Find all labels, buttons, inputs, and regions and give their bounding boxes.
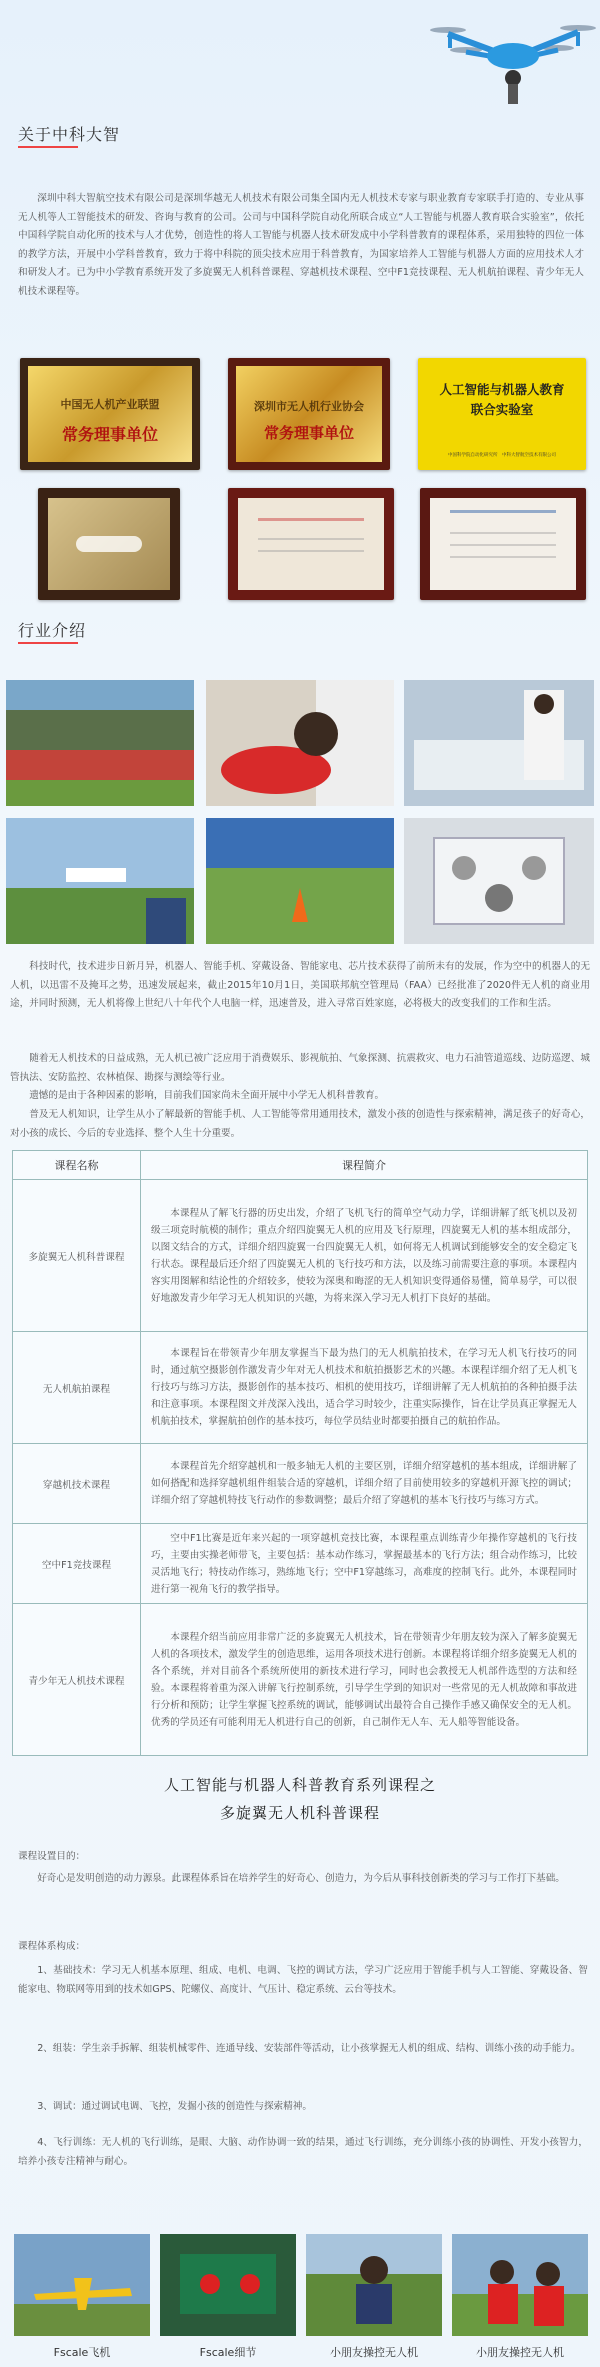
table-header-row [13, 1151, 588, 1180]
plaque-line3: 中国科学院自动化研究所 中科大智航空技术有限公司 [448, 453, 556, 458]
course-desc: 本课程首先介绍穿越机和一般多轴无人机的主要区别，详细介绍穿越机的基本组成，详细讲解了如何搭配和选择穿越机组件组装合适的穿越机，详细介绍了目前使用较多的穿越机开源飞控的调试；详细介绍了穿越机特技飞行动作的参数调整；最后介绍了穿越机的基本飞行技巧与练习方式。 [141, 1444, 588, 1524]
course-desc: 本课程旨在带领青少年朋友掌握当下最为热门的无人机航拍技术，在学习无人机飞行技巧的同时，通过航空摄影创作激发青少年对无人机技术和航拍摄影艺术的兴趣。本课程详细介绍了无人机飞行技巧与练习方法，摄影创作的基本技巧、相机的使用技巧，详细讲解了无人机航拍的各种拍摄手法和注意事项。本课程图文并茂深入浅出，适合学习时较少，注重实际操作，旨在让学员真正掌握无人机航拍技术，掌握航拍创作的基本技巧，每位学员结业时都要拍摄自己的航拍作品。 [141, 1332, 588, 1444]
plaque-acpa [420, 488, 586, 600]
about-underline [18, 146, 78, 148]
plaque-uav-alliance [20, 358, 200, 470]
table-row [13, 1604, 588, 1756]
about-paragraph: 深圳中科大智航空技术有限公司是深圳华越无人机技术有限公司集全国内无人机技术专家与职业教育专家联手打造的、专业从事无人机等人工智能技术的研发、咨询与教育的公司。公司与中国科学院自动化所联合成立“人工智能与机器人教育联合实验室”，依托中国科学院自动化所的技术与人才优势，创造性的将人工智能与机器人技术研发成中小学科普教育的课程体系，采用独特的四位一体的教学方法，开展中小学科普教育，致力于将中科院的顶尖技术应用于科普教育，为国家培养人工智能与机器人方面的应用技术人才和研发人才。已为中小学教育系统开发了多旋翼无人机科普课程、穿越机技术课程、空中F1竞技课程、无人机航拍课程、青少年无人机技术课程等。 [18, 193, 584, 297]
system-item-4: 4、飞行训练：无人机的飞行训练，是眼、大脑、动作协调一致的结果，通过飞行训练，充分训练小孩的协调性、开发小孩智力，培养小孩专注精神与耐心。 [18, 2137, 588, 2167]
caption-child-controls-1: 小朋友操控无人机 [330, 2346, 418, 2359]
industry-underline [18, 642, 78, 644]
course-name: 多旋翼无人机科普课程 [13, 1180, 141, 1332]
photo-fscale-detail [160, 2234, 296, 2336]
plaque-ai-lab [418, 358, 586, 470]
table-row [13, 1444, 588, 1524]
table-row [13, 1180, 588, 1332]
photo-drone-sky [6, 818, 194, 944]
course-desc: 本课程介绍当前应用非常广泛的多旋翼无人机技术，旨在带领青少年朋友较为深入了解多旋翼无人机的各项技术，激发学生的创造思维，运用各项技术进行创新。本课程将详细介绍多旋翼无人机的各个系统，并对目前各个系统所使用的新技术进行学习，同时也会教授无人机部件选型的方法和经验。本课程将着重为深入讲解飞行控制系统，引导学生学到的知识对一些常见的无人机故障和事故进行分析和预防；让学生掌握飞控系统的调试，能够调试出最符合自己操作手感又确保安全的无人机。优秀的学员还有可能利用无人机进行自己的创新，自己制作无人车、无人船等智能设备。 [141, 1604, 588, 1756]
plaque-line1: 人工智能与机器人教育 [439, 382, 565, 397]
plaque-line1: 中国无人机产业联盟 [60, 398, 160, 411]
goal-label: 课程设置目的： [18, 1851, 86, 1862]
course-name: 无人机航拍课程 [13, 1332, 141, 1444]
course-table [12, 1150, 588, 1756]
caption-child-controls-2: 小朋友操控无人机 [476, 2346, 564, 2359]
photo-fscale-plane [14, 2234, 150, 2336]
drone-illustration [428, 8, 598, 108]
plaque-dark-frame [38, 488, 180, 600]
system-item-1: 1、基础技术：学习无人机基本原理、组成、电机、电调、飞控的调试方法，学习广泛应用于智能手机与人工智能、穿戴设备、智能家电、物联网等用到的技术如GPS、陀螺仪、高度计、气压计、稳定系统、云台等技术。 [18, 1965, 588, 1995]
plaque-line2: 常务理事单位 [263, 424, 354, 442]
industry-paragraph-2: 随着无人机技术的日益成熟，无人机已被广泛应用于消费娱乐、影视航拍、气象探测、抗震救灾、电力石油管道巡线、边防巡逻、城管执法、安防监控、农林植保、勘探与测绘等行业。 [10, 1053, 590, 1083]
photo-child-controls-2 [452, 2234, 588, 2336]
industry-paragraph-3: 遗憾的是由于各种因素的影响，目前我们国家尚未全面开展中小学无人机科普教育。 [29, 1090, 385, 1101]
plaque-line1: 深圳市无人机行业协会 [254, 400, 364, 413]
goal-text: 好奇心是发明创造的动力源泉。此课程体系旨在培养学生的好奇心、创造力，为今后从事科技创新类的学习与工作打下基础。 [37, 1873, 565, 1884]
plaque-line2: 联合实验室 [470, 402, 534, 417]
industry-paragraph-1: 科技时代，技术进步日新月异，机器人、智能手机、穿戴设备、智能家电、芯片技术获得了前所未有的发展，作为空中的机器人的无人机，以迅雷不及掩耳之势，迅速发展起来，截止2015年10月1日，美国联邦航空管理局（FAA）已经批准了2020件无人机的商业用途，并同时预测，无人机将像上世纪八十年代个人电脑一样，迅速普及，进入寻常百姓家庭，必将极大的改变我们的工作和生活。 [10, 961, 590, 1009]
plaque-line2: 常务理事单位 [61, 425, 158, 444]
photo-students-field [6, 680, 194, 806]
industry-paragraph-4: 普及无人机知识，让学生从小了解最新的智能手机、人工智能等常用通用技术，激发小孩的创造性与探索精神，满足孩子的好奇心，对小孩的成长、今后的专业选择、整个人生十分重要。 [10, 1109, 590, 1139]
system-item-3: 3、调试：通过调试电调、飞控，发掘小孩的创造性与探索精神。 [37, 2101, 312, 2112]
industry-title: 行业介绍 [18, 621, 87, 640]
system-label: 课程体系构成： [18, 1941, 86, 1952]
header-course-name: 课程名称 [13, 1151, 141, 1180]
course-name: 空中F1竞技课程 [13, 1524, 141, 1604]
header-course-desc: 课程简介 [141, 1151, 588, 1180]
caption-fscale-plane: Fscale飞机 [53, 2346, 111, 2359]
table-row [13, 1524, 588, 1604]
photo-child-controls-1 [306, 2234, 442, 2336]
course-heading-1: 人工智能与机器人科普教育系列课程之 [163, 1776, 436, 1794]
course-name: 穿越机技术课程 [13, 1444, 141, 1524]
photo-drone-kit [404, 818, 594, 944]
photo-child-drone [206, 680, 394, 806]
course-name: 青少年无人机技术课程 [13, 1604, 141, 1756]
course-desc: 空中F1比赛是近年来兴起的一项穿越机竞技比赛，本课程重点训练青少年操作穿越机的飞行技巧，主要由实操老师带飞，主要包括：基本动作练习，掌握最基本的飞行方法；组合动作练习，比较灵活地飞行；特技动作练习，熟练地飞行；空中F1穿越练习，高难度的控制飞行。此外，本课程同时进行第一视角飞行的教学指导。 [141, 1524, 588, 1604]
table-row [13, 1332, 588, 1444]
caption-fscale-detail: Fscale细节 [199, 2346, 257, 2359]
about-title: 关于中科大智 [18, 125, 121, 144]
system-item-2: 2、组装：学生亲手拆解、组装机械零件、连通导线、安装部件等活动，让小孩掌握无人机的组成、结构、训练小孩的动手能力。 [37, 2043, 581, 2054]
plaque-shenzhen-association [228, 358, 390, 470]
plaque-certificate [228, 488, 394, 600]
photo-track-cone [206, 818, 394, 944]
course-heading-2: 多旋翼无人机科普课程 [219, 1804, 380, 1822]
photo-lab-workstations [404, 680, 594, 806]
course-desc: 本课程从了解飞行器的历史出发，介绍了飞机飞行的简单空气动力学，详细讲解了纸飞机以及初级三项竞时航模的制作；重点介绍四旋翼无人机的应用及飞行原理，四旋翼无人机的基本组成部分，以图文结合的方式，详细介绍四旋翼一台四旋翼无人机，如何将无人机调试到能够安全的安全稳定飞行状态。课程最后还介绍了四旋翼无人机的飞行技巧和方法，以及练习前需要注意的事项。本课程内容实用图解和结论性的介绍较多，使较为深奥和晦涩的无人机知识变得通俗易懂，简单易学，可以很好地激发青少年学习无人机知识的兴趣，为将来深入学习无人机打下良好的基础。 [141, 1180, 588, 1332]
